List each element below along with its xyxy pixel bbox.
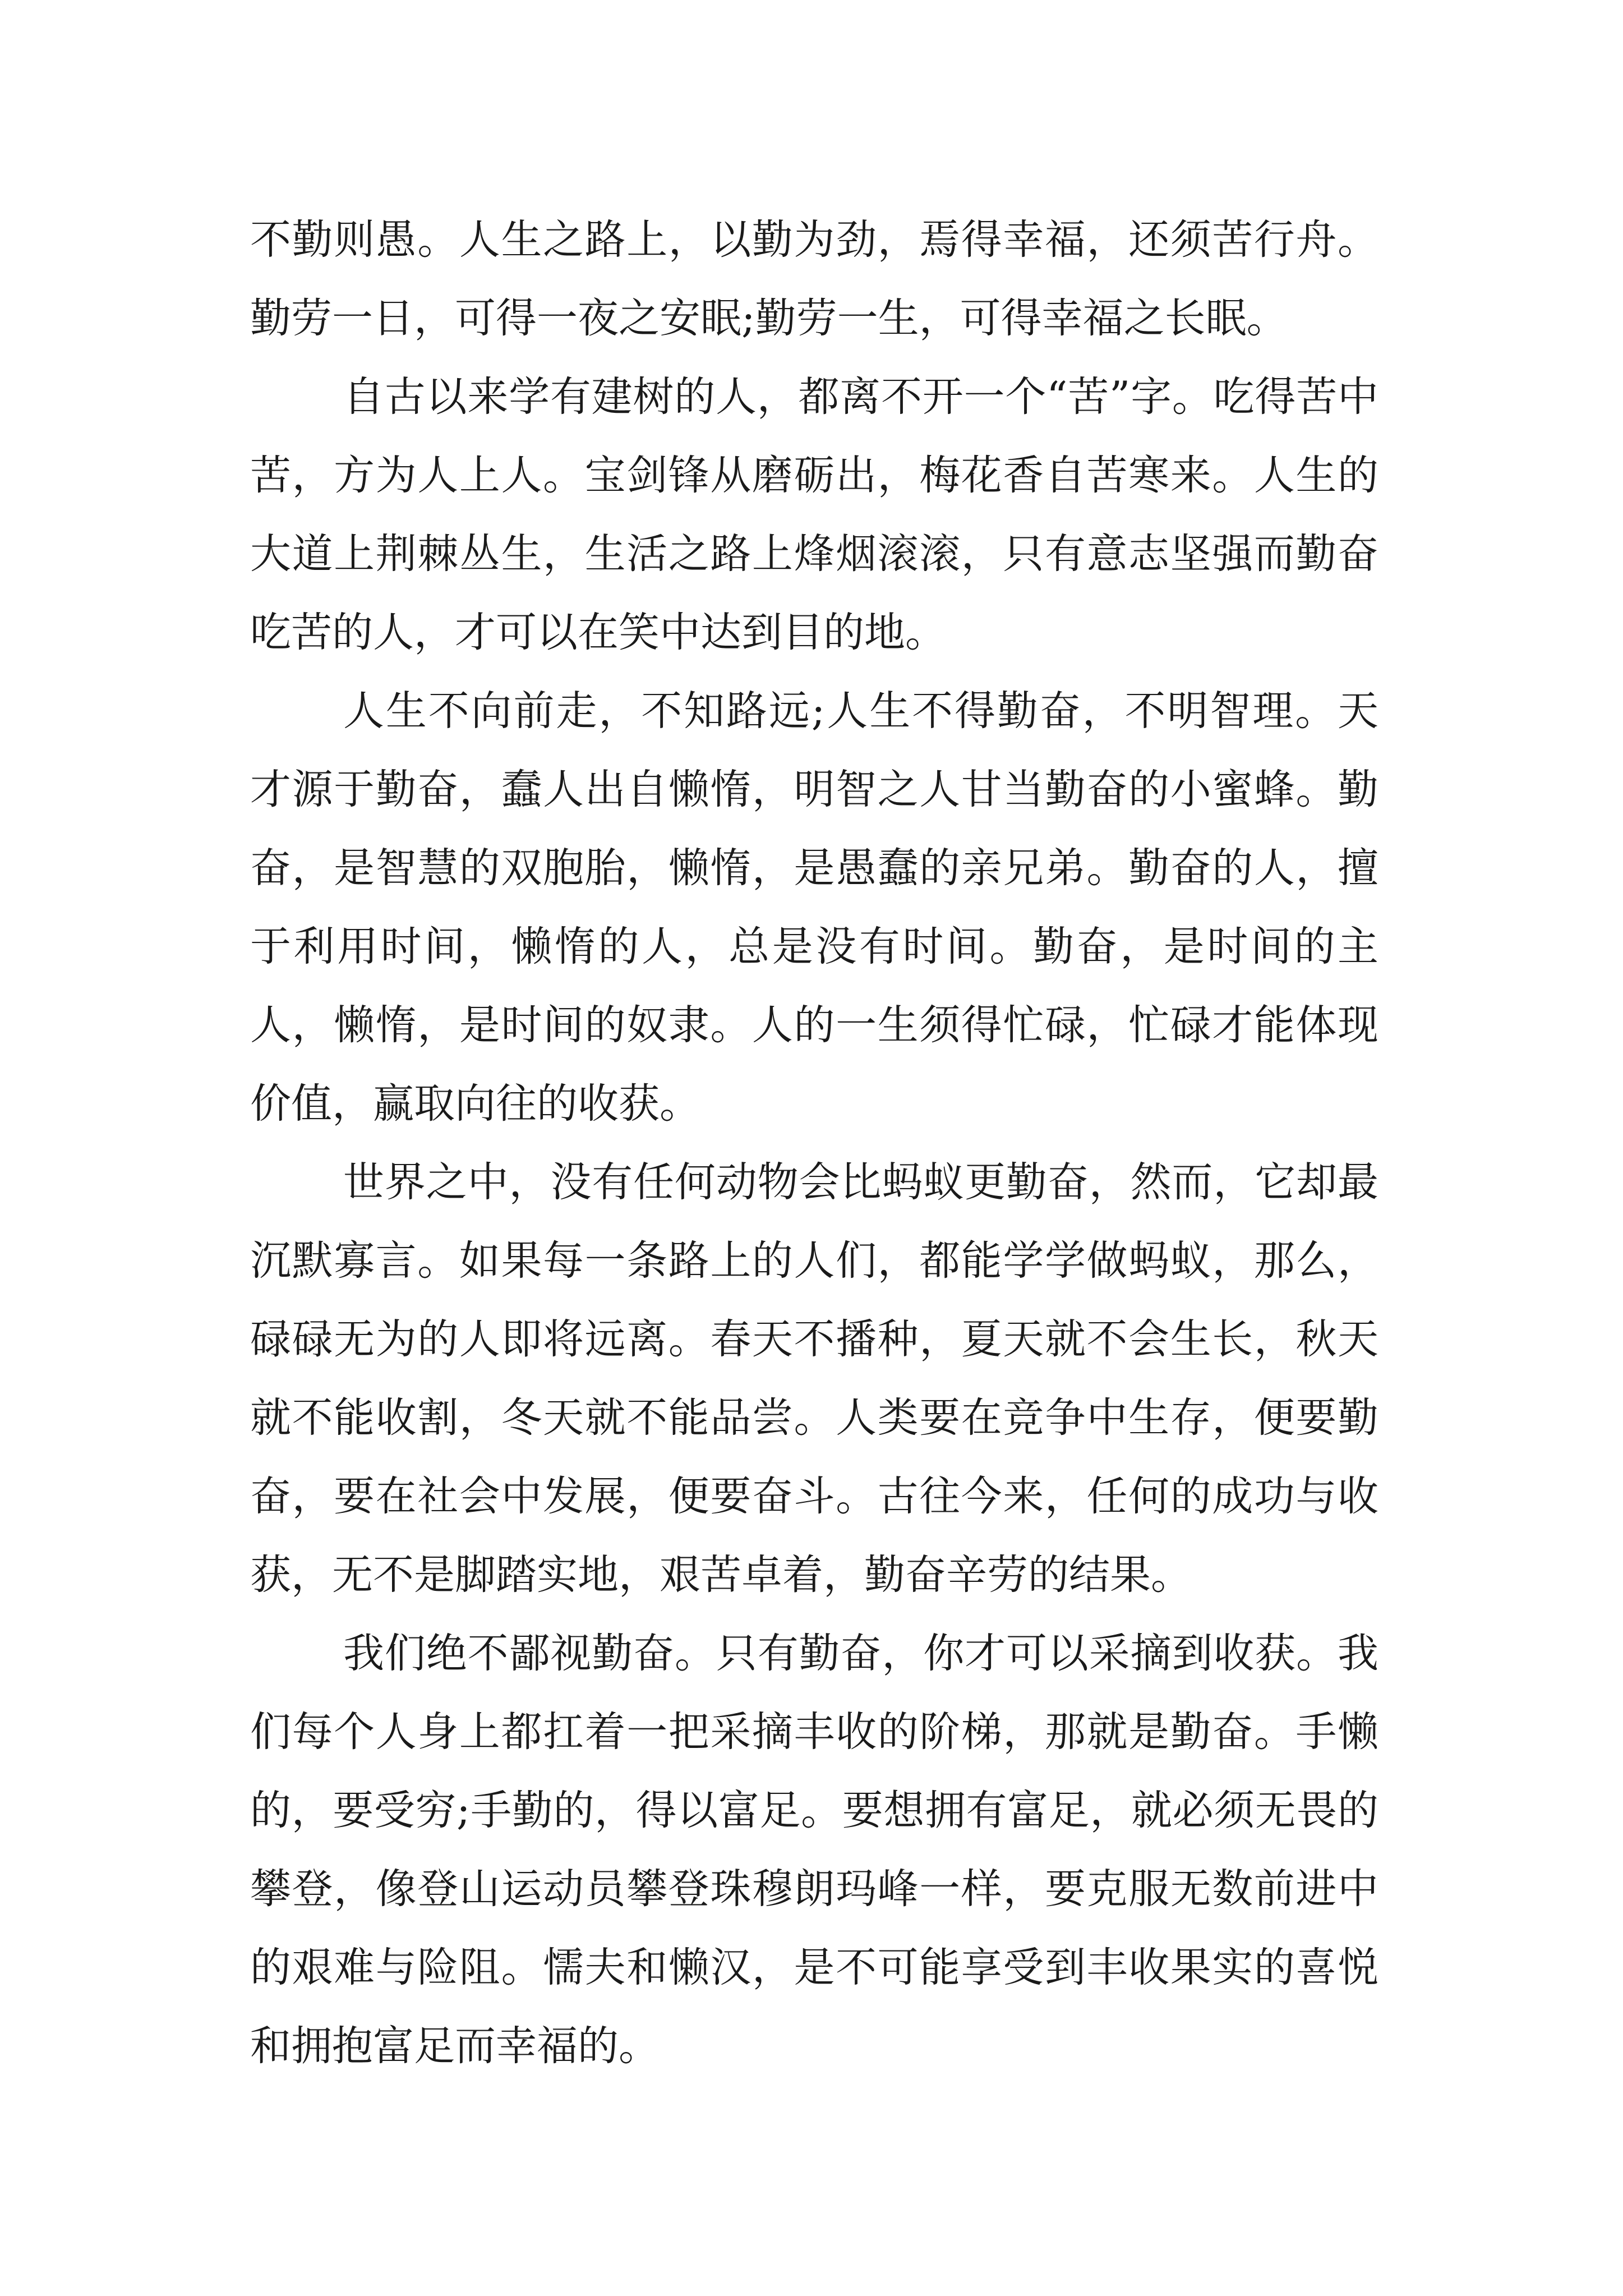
paragraph-3: 人生不向前走，不知路远;人生不得勤奋，不明智理。天才源于勤奋，蠢人出自懒惰，明智之人甘当勤奋的小蜜蜂。勤奋，是智慧的双胞胎，懒惰，是愚蠢的亲兄弟。勤奋的人，擅于利用时间，懒惰的人，总是没有时间。勤奋，是时间的主人，懒惰，是时间的奴隶。人的一生须得忙碌，忙碌才能体现价值，赢取向往的收获。	[250, 687, 1378, 1128]
paragraph-5: 我们绝不鄙视勤奋。只有勤奋，你才可以采摘到收获。我们每个人身上都扛着一把采摘丰收的阶梯，那就是勤奋。手懒的，要受穷;手勤的，得以富足。要想拥有富足，就必须无畏的攀登，像登山运动员攀登珠穆朗玛峰一样，要克服无数前进中的艰难与险阻。懦夫和懒汉，是不可能享受到丰收果实的喜悦和拥抱富足而幸福的。	[250, 1630, 1378, 2070]
paragraph-1: 不勤则愚。人生之路上，以勤为劲，焉得幸福，还须苦行舟。勤劳一日，可得一夜之安眠;勤劳一生，可得幸福之长眠。	[250, 216, 1378, 342]
paragraph-2: 自古以来学有建树的人，都离不开一个“苦”字。吃得苦中苦，方为人上人。宝剑锋从磨砺出，梅花香自苦寒来。人生的大道上荆棘丛生，生活之路上烽烟滚滚，只有意志坚强而勤奋吃苦的人，才可以在笑中达到目的地。	[250, 373, 1378, 656]
paragraph-4: 世界之中，没有任何动物会比蚂蚁更勤奋，然而，它却最沉默寡言。如果每一条路上的人们，都能学学做蚂蚁，那么，碌碌无为的人即将远离。春天不播种，夏天就不会生长，秋天就不能收割，冬天就不能品尝。人类要在竞争中生存，便要勤奋，要在社会中发展，便要奋斗。古往今来，任何的成功与收获，无不是脚踏实地，艰苦卓着，勤奋辛劳的结果。	[250, 1158, 1378, 1599]
body-text	[250, 201, 1378, 2086]
